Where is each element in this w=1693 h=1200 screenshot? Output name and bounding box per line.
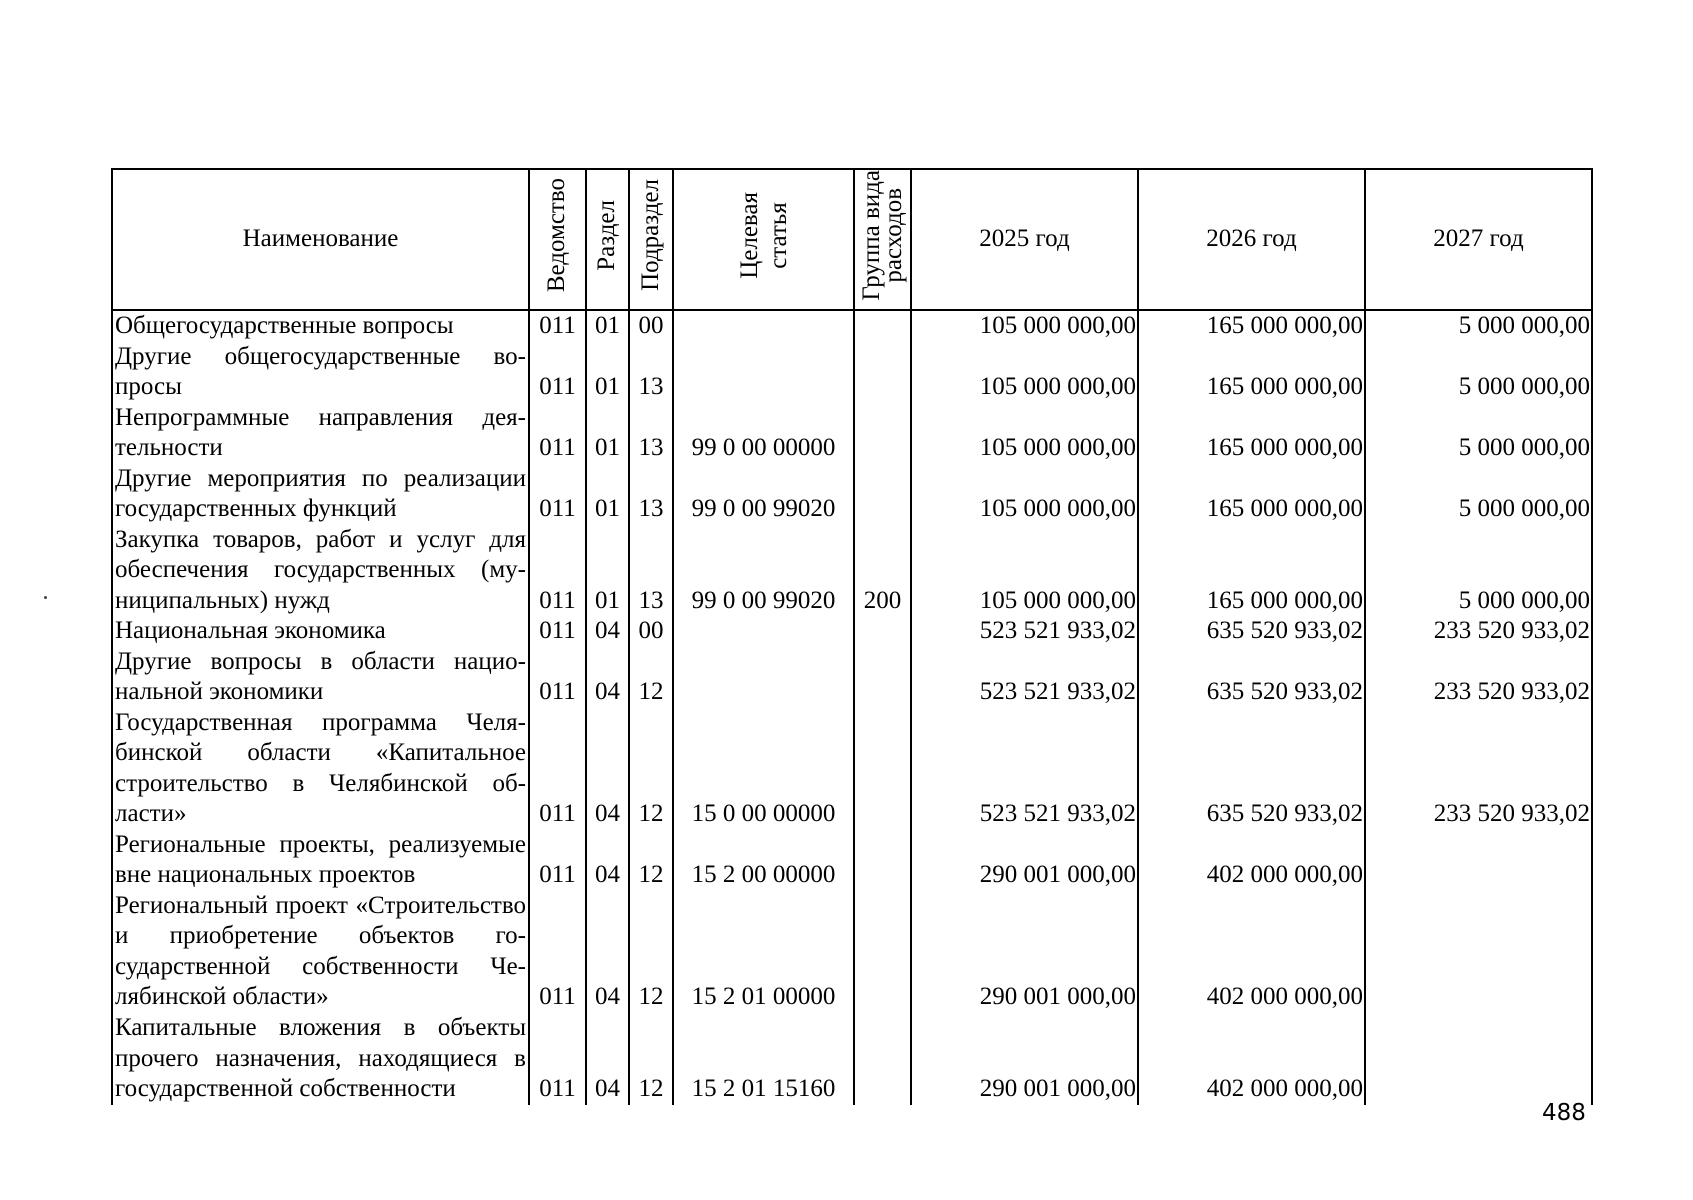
cell-section: 04 <box>586 708 629 830</box>
cell-amount-2027: 233 520 933,02 <box>1365 616 1592 647</box>
cell-section: 01 <box>586 310 629 342</box>
cell-amount-2026: 165 000 000,00 <box>1138 403 1365 464</box>
cell-amount-2026: 402 000 000,00 <box>1138 830 1365 891</box>
header-subsection-label: Подраздел <box>636 179 664 292</box>
cell-expense-group <box>854 616 911 647</box>
cell-target-item <box>673 342 854 403</box>
cell-target-item <box>673 647 854 708</box>
cell-department: 011 <box>529 464 586 525</box>
cell-amount-2025: 290 001 000,00 <box>911 1013 1138 1105</box>
budget-table <box>111 168 1593 1105</box>
cell-amount-2025: 105 000 000,00 <box>911 525 1138 617</box>
cell-target-item: 99 0 00 99020 <box>673 464 854 525</box>
cell-expense-group: 200 <box>854 525 911 617</box>
cell-amount-2025: 105 000 000,00 <box>911 342 1138 403</box>
cell-name: Региональные проекты, реализуемые вне национальных проектов <box>112 830 529 891</box>
header-year-2027-label: 2027 год <box>1433 225 1524 253</box>
table-row <box>112 708 1592 830</box>
table-row <box>112 616 1592 647</box>
cell-amount-2027: 5 000 000,00 <box>1365 310 1592 342</box>
cell-name: Другие вопросы в области национальной экономики <box>112 647 529 708</box>
cell-expense-group <box>854 1013 911 1105</box>
cell-subsection: 13 <box>629 464 673 525</box>
header-expense-group-line2: расходов <box>879 187 907 283</box>
cell-target-item: 99 0 00 00000 <box>673 403 854 464</box>
cell-subsection: 12 <box>629 1013 673 1105</box>
budget-table-container <box>111 168 1591 1103</box>
cell-subsection: 13 <box>629 525 673 617</box>
cell-expense-group <box>854 342 911 403</box>
cell-name: Государственная программа Челябинской области «Капитальное строительство в Челябинской области» <box>112 708 529 830</box>
cell-name: Общегосударственные вопросы <box>112 310 529 342</box>
cell-expense-group <box>854 403 911 464</box>
cell-subsection: 12 <box>629 891 673 1013</box>
header-year-2025 <box>911 169 1138 310</box>
cell-target-item: 15 2 01 00000 <box>673 891 854 1013</box>
cell-section: 01 <box>586 464 629 525</box>
cell-department: 011 <box>529 708 586 830</box>
header-target-item <box>673 169 854 310</box>
cell-section: 04 <box>586 891 629 1013</box>
cell-department: 011 <box>529 342 586 403</box>
header-expense-group-line1: Группа вида <box>857 170 885 301</box>
table-row <box>112 342 1592 403</box>
cell-department: 011 <box>529 403 586 464</box>
cell-target-item <box>673 616 854 647</box>
cell-section: 01 <box>586 525 629 617</box>
cell-expense-group <box>854 830 911 891</box>
cell-amount-2026: 635 520 933,02 <box>1138 708 1365 830</box>
table-row <box>112 464 1592 525</box>
cell-subsection: 13 <box>629 403 673 464</box>
cell-section: 04 <box>586 616 629 647</box>
cell-section: 04 <box>586 1013 629 1105</box>
header-target-item-line2: статья <box>764 202 792 269</box>
cell-section: 01 <box>586 342 629 403</box>
cell-amount-2027: 5 000 000,00 <box>1365 525 1592 617</box>
cell-subsection: 13 <box>629 342 673 403</box>
table-row <box>112 525 1592 617</box>
cell-amount-2025: 523 521 933,02 <box>911 647 1138 708</box>
cell-expense-group <box>854 464 911 525</box>
cell-amount-2026: 635 520 933,02 <box>1138 647 1365 708</box>
cell-amount-2025: 290 001 000,00 <box>911 830 1138 891</box>
header-year-2027 <box>1365 169 1592 310</box>
cell-amount-2027: 233 520 933,02 <box>1365 708 1592 830</box>
cell-amount-2026: 165 000 000,00 <box>1138 525 1365 617</box>
cell-department: 011 <box>529 616 586 647</box>
cell-amount-2025: 290 001 000,00 <box>911 891 1138 1013</box>
cell-amount-2026: 635 520 933,02 <box>1138 616 1365 647</box>
cell-subsection: 12 <box>629 830 673 891</box>
cell-department: 011 <box>529 310 586 342</box>
header-section <box>586 169 629 310</box>
cell-name: Региональный проект «Строительство и приобретение объектов государственной собственности Челябинской области» <box>112 891 529 1013</box>
cell-amount-2026: 165 000 000,00 <box>1138 342 1365 403</box>
cell-section: 04 <box>586 647 629 708</box>
cell-amount-2025: 105 000 000,00 <box>911 464 1138 525</box>
cell-amount-2027: 5 000 000,00 <box>1365 403 1592 464</box>
cell-amount-2026: 402 000 000,00 <box>1138 891 1365 1013</box>
cell-amount-2026: 402 000 000,00 <box>1138 1013 1365 1105</box>
cell-amount-2025: 105 000 000,00 <box>911 310 1138 342</box>
cell-subsection: 12 <box>629 647 673 708</box>
margin-mark <box>44 596 47 599</box>
cell-department: 011 <box>529 830 586 891</box>
cell-target-item: 15 2 01 15160 <box>673 1013 854 1105</box>
header-target-item-label <box>735 192 793 279</box>
cell-expense-group <box>854 708 911 830</box>
cell-amount-2025: 523 521 933,02 <box>911 616 1138 647</box>
cell-amount-2025: 105 000 000,00 <box>911 403 1138 464</box>
cell-department: 011 <box>529 647 586 708</box>
cell-expense-group <box>854 647 911 708</box>
cell-target-item <box>673 310 854 342</box>
cell-target-item: 15 0 00 00000 <box>673 708 854 830</box>
header-name-label: Наименование <box>242 225 399 253</box>
cell-amount-2025: 523 521 933,02 <box>911 708 1138 830</box>
cell-section: 01 <box>586 403 629 464</box>
cell-amount-2027: 5 000 000,00 <box>1365 342 1592 403</box>
cell-name: Другие общегосударственные вопросы <box>112 342 529 403</box>
cell-subsection: 00 <box>629 616 673 647</box>
header-expense-group-label <box>857 170 907 301</box>
header-year-2026 <box>1138 169 1365 310</box>
table-row <box>112 891 1592 1013</box>
cell-amount-2027: 5 000 000,00 <box>1365 464 1592 525</box>
cell-amount-2026: 165 000 000,00 <box>1138 310 1365 342</box>
header-department <box>529 169 586 310</box>
cell-department: 011 <box>529 525 586 617</box>
table-row <box>112 647 1592 708</box>
cell-department: 011 <box>529 891 586 1013</box>
cell-expense-group <box>854 891 911 1013</box>
cell-section: 04 <box>586 830 629 891</box>
table-row <box>112 403 1592 464</box>
cell-name: Другие мероприятия по реализации государственных функций <box>112 464 529 525</box>
table-row <box>112 830 1592 891</box>
cell-department: 011 <box>529 1013 586 1105</box>
cell-subsection: 12 <box>629 708 673 830</box>
cell-name: Непрограммные направления деятельности <box>112 403 529 464</box>
cell-amount-2027 <box>1365 891 1592 1013</box>
cell-amount-2027: 233 520 933,02 <box>1365 647 1592 708</box>
cell-expense-group <box>854 310 911 342</box>
cell-name: Капитальные вложения в объекты прочего назначения, находящиеся в государственной собственности <box>112 1013 529 1105</box>
cell-amount-2026: 165 000 000,00 <box>1138 464 1365 525</box>
cell-amount-2027 <box>1365 1013 1592 1105</box>
table-row <box>112 1013 1592 1105</box>
header-name <box>112 169 529 310</box>
cell-name: Закупка товаров, работ и услуг для обеспечения государственных (муниципальных) нужд <box>112 525 529 617</box>
cell-target-item: 15 2 00 00000 <box>673 830 854 891</box>
header-department-label: Ведомство <box>543 178 571 293</box>
header-year-2025-label: 2025 год <box>979 225 1070 253</box>
cell-amount-2027 <box>1365 830 1592 891</box>
table-row <box>112 310 1592 342</box>
header-expense-group <box>854 169 911 310</box>
header-target-item-line1: Целевая <box>735 191 763 279</box>
header-section-label: Раздел <box>593 199 621 271</box>
header-year-2026-label: 2026 год <box>1206 225 1297 253</box>
page-number: 488 <box>1542 1100 1586 1126</box>
cell-subsection: 00 <box>629 310 673 342</box>
cell-name: Национальная экономика <box>112 616 529 647</box>
header-subsection <box>629 169 673 310</box>
header-row <box>112 169 1592 310</box>
cell-target-item: 99 0 00 99020 <box>673 525 854 617</box>
